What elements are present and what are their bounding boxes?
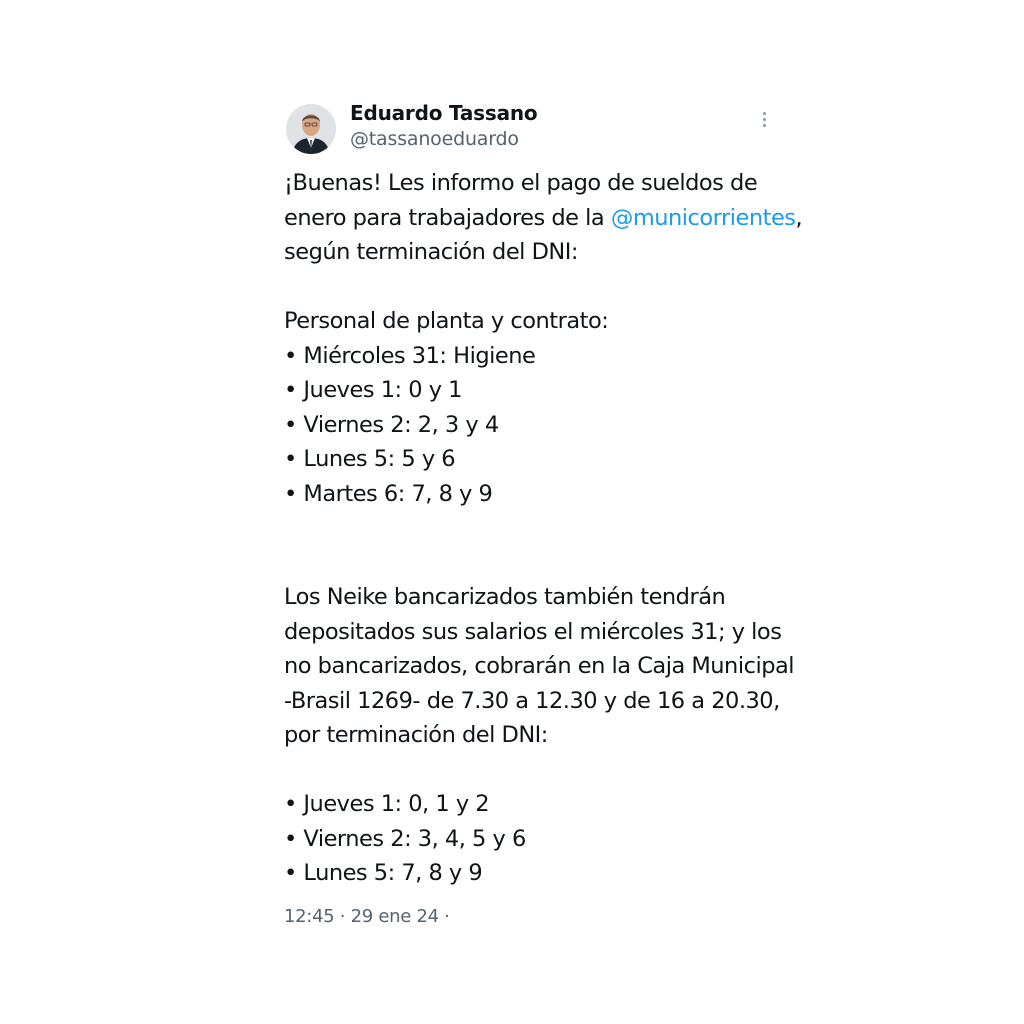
- list-item: • Miércoles 31: Higiene: [284, 342, 536, 369]
- tweet: [284, 96, 804, 929]
- author-names: [350, 100, 537, 152]
- list-item: • Viernes 2: 2, 3 y 4: [284, 411, 499, 438]
- intro-text-after: , según terminación del DNI:: [284, 204, 803, 265]
- tweet-timestamp[interactable]: 12:45 · 29 ene 24 ·: [284, 905, 450, 927]
- author-display-name[interactable]: Eduardo Tassano: [350, 101, 538, 125]
- tweet-header: [284, 96, 804, 156]
- list-item: • Jueves 1: 0 y 1: [284, 377, 462, 403]
- list-item: • Jueves 1: 0, 1 y 2: [284, 791, 490, 817]
- more-options-icon[interactable]: [756, 110, 772, 132]
- intro-text-before: ¡Buenas! Les informo el pago de sueldos de enero para trabajadores de la: [284, 170, 758, 231]
- tweet-intro: [284, 166, 804, 270]
- section1-title: Personal de planta y contrato:: [284, 308, 609, 334]
- tweet-paragraph-2: Los Neike bancarizados también tendrán depositados sus salarios el miércoles 31; y los no bancarizados, cobrarán en la Caja Municipal -Brasil 1269- de 7.30 a 12.30 y de 16 a 20.30, por terminación del DNI:: [284, 584, 795, 748]
- list-item: • Viernes 2: 3, 4, 5 y 6: [284, 825, 526, 852]
- author-handle[interactable]: @tassanoeduardo: [350, 128, 519, 150]
- list-item: • Lunes 5: 5 y 6: [284, 446, 456, 472]
- avatar-image: [286, 104, 336, 154]
- tweet-text: [284, 166, 804, 891]
- list-item: • Lunes 5: 7, 8 y 9: [284, 860, 483, 886]
- list-item: • Martes 6: 7, 8 y 9: [284, 480, 493, 507]
- avatar[interactable]: [286, 104, 336, 154]
- mention-link[interactable]: @municorrientes: [610, 204, 796, 231]
